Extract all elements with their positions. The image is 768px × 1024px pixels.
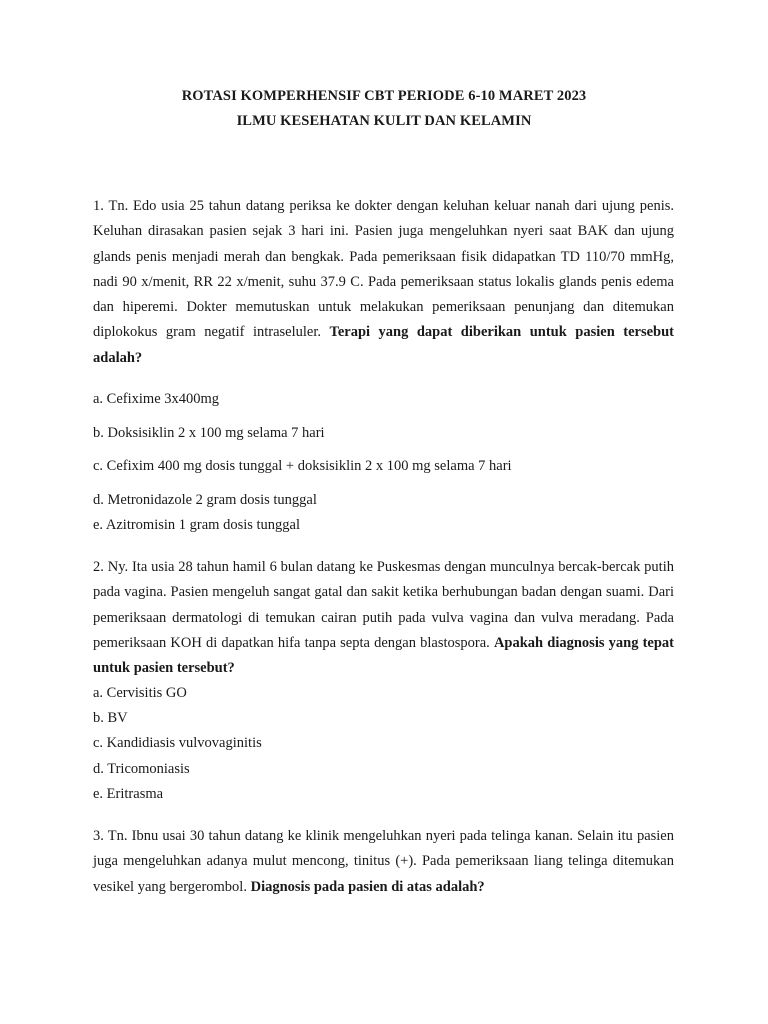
question-1-option-e: e. Azitromisin 1 gram dosis tunggal (93, 517, 301, 533)
question-2-stem: 2. Ny. Ita usia 28 tahun hamil 6 bulan datang ke Puskesmas dengan munculnya bercak-bercak putih pada vagina. Pasien mengeluh sangat gatal dan sakit ketika berhubungan badan dengan suami. Dari pemeriksaan dermatologi di temukan cairan putih pada vulva vagina dan vulva meradang. Pada pemeriksaan KOH di dapatkan hifa tanpa septa dengan blastospora. (93, 559, 674, 651)
question-3-stem: 3. Tn. Ibnu usai 30 tahun datang ke klinik mengeluhkan nyeri pada telinga kanan. Selain itu pasien juga mengeluhkan adanya mulut mencong, tinitus (+). Pada pemeriksaan liang telinga ditemukan vesikel yang bergerombol. (93, 828, 674, 895)
question-3-prompt: Diagnosis pada pasien di atas adalah? (250, 878, 485, 895)
question-2-text (93, 555, 674, 681)
question-2-option-a: a. Cervisitis GO (93, 685, 187, 701)
question-1-prompt: Terapi yang dapat diberikan untuk pasien tersebut adalah? (93, 324, 675, 366)
question-1-text (93, 194, 674, 371)
question-2-prompt: Apakah diagnosis yang tepat untuk pasien tersebut? (93, 634, 675, 677)
document-title: ROTASI KOMPERHENSIF CBT PERIODE 6-10 MARET 2023 (181, 88, 587, 104)
question-1-option-b: b. Doksisiklin 2 x 100 mg selama 7 hari (93, 425, 325, 441)
question-2-option-e: e. Eritrasma (93, 786, 164, 802)
question-1-option-c: c. Cefixim 400 mg dosis tunggal + doksisiklin 2 x 100 mg selama 7 hari (93, 458, 512, 474)
question-1-stem: 1. Tn. Edo usia 25 tahun datang periksa ke dokter dengan keluhan keluar nanah dari ujung penis. Keluhan dirasakan pasien sejak 3 hari ini. Pasien juga mengeluhkan nyeri saat BAK dan ujung glands penis menjadi merah dan bengkak. Pada pemeriksaan fisik didapatkan TD 110/70 mmHg, nadi 90 x/menit, RR 22 x/menit, suhu 37.9 C. Pada pemeriksaan status lokalis glands penis edema dan hiperemi. Dokter memutuskan untuk melakukan pemeriksaan penunjang dan ditemukan diplokokus gram negatif intraseluler. (93, 198, 674, 341)
question-1-option-d: d. Metronidazole 2 gram dosis tunggal (93, 492, 317, 508)
question-2-option-d: d. Tricomoniasis (93, 761, 190, 777)
question-3-text (93, 824, 674, 900)
document-subtitle: ILMU KESEHATAN KULIT DAN KELAMIN (236, 113, 532, 129)
question-2-option-b: b. BV (93, 710, 128, 726)
question-2-option-c: c. Kandidiasis vulvovaginitis (93, 735, 262, 751)
question-1-option-a: a. Cefixime 3x400mg (93, 391, 220, 407)
